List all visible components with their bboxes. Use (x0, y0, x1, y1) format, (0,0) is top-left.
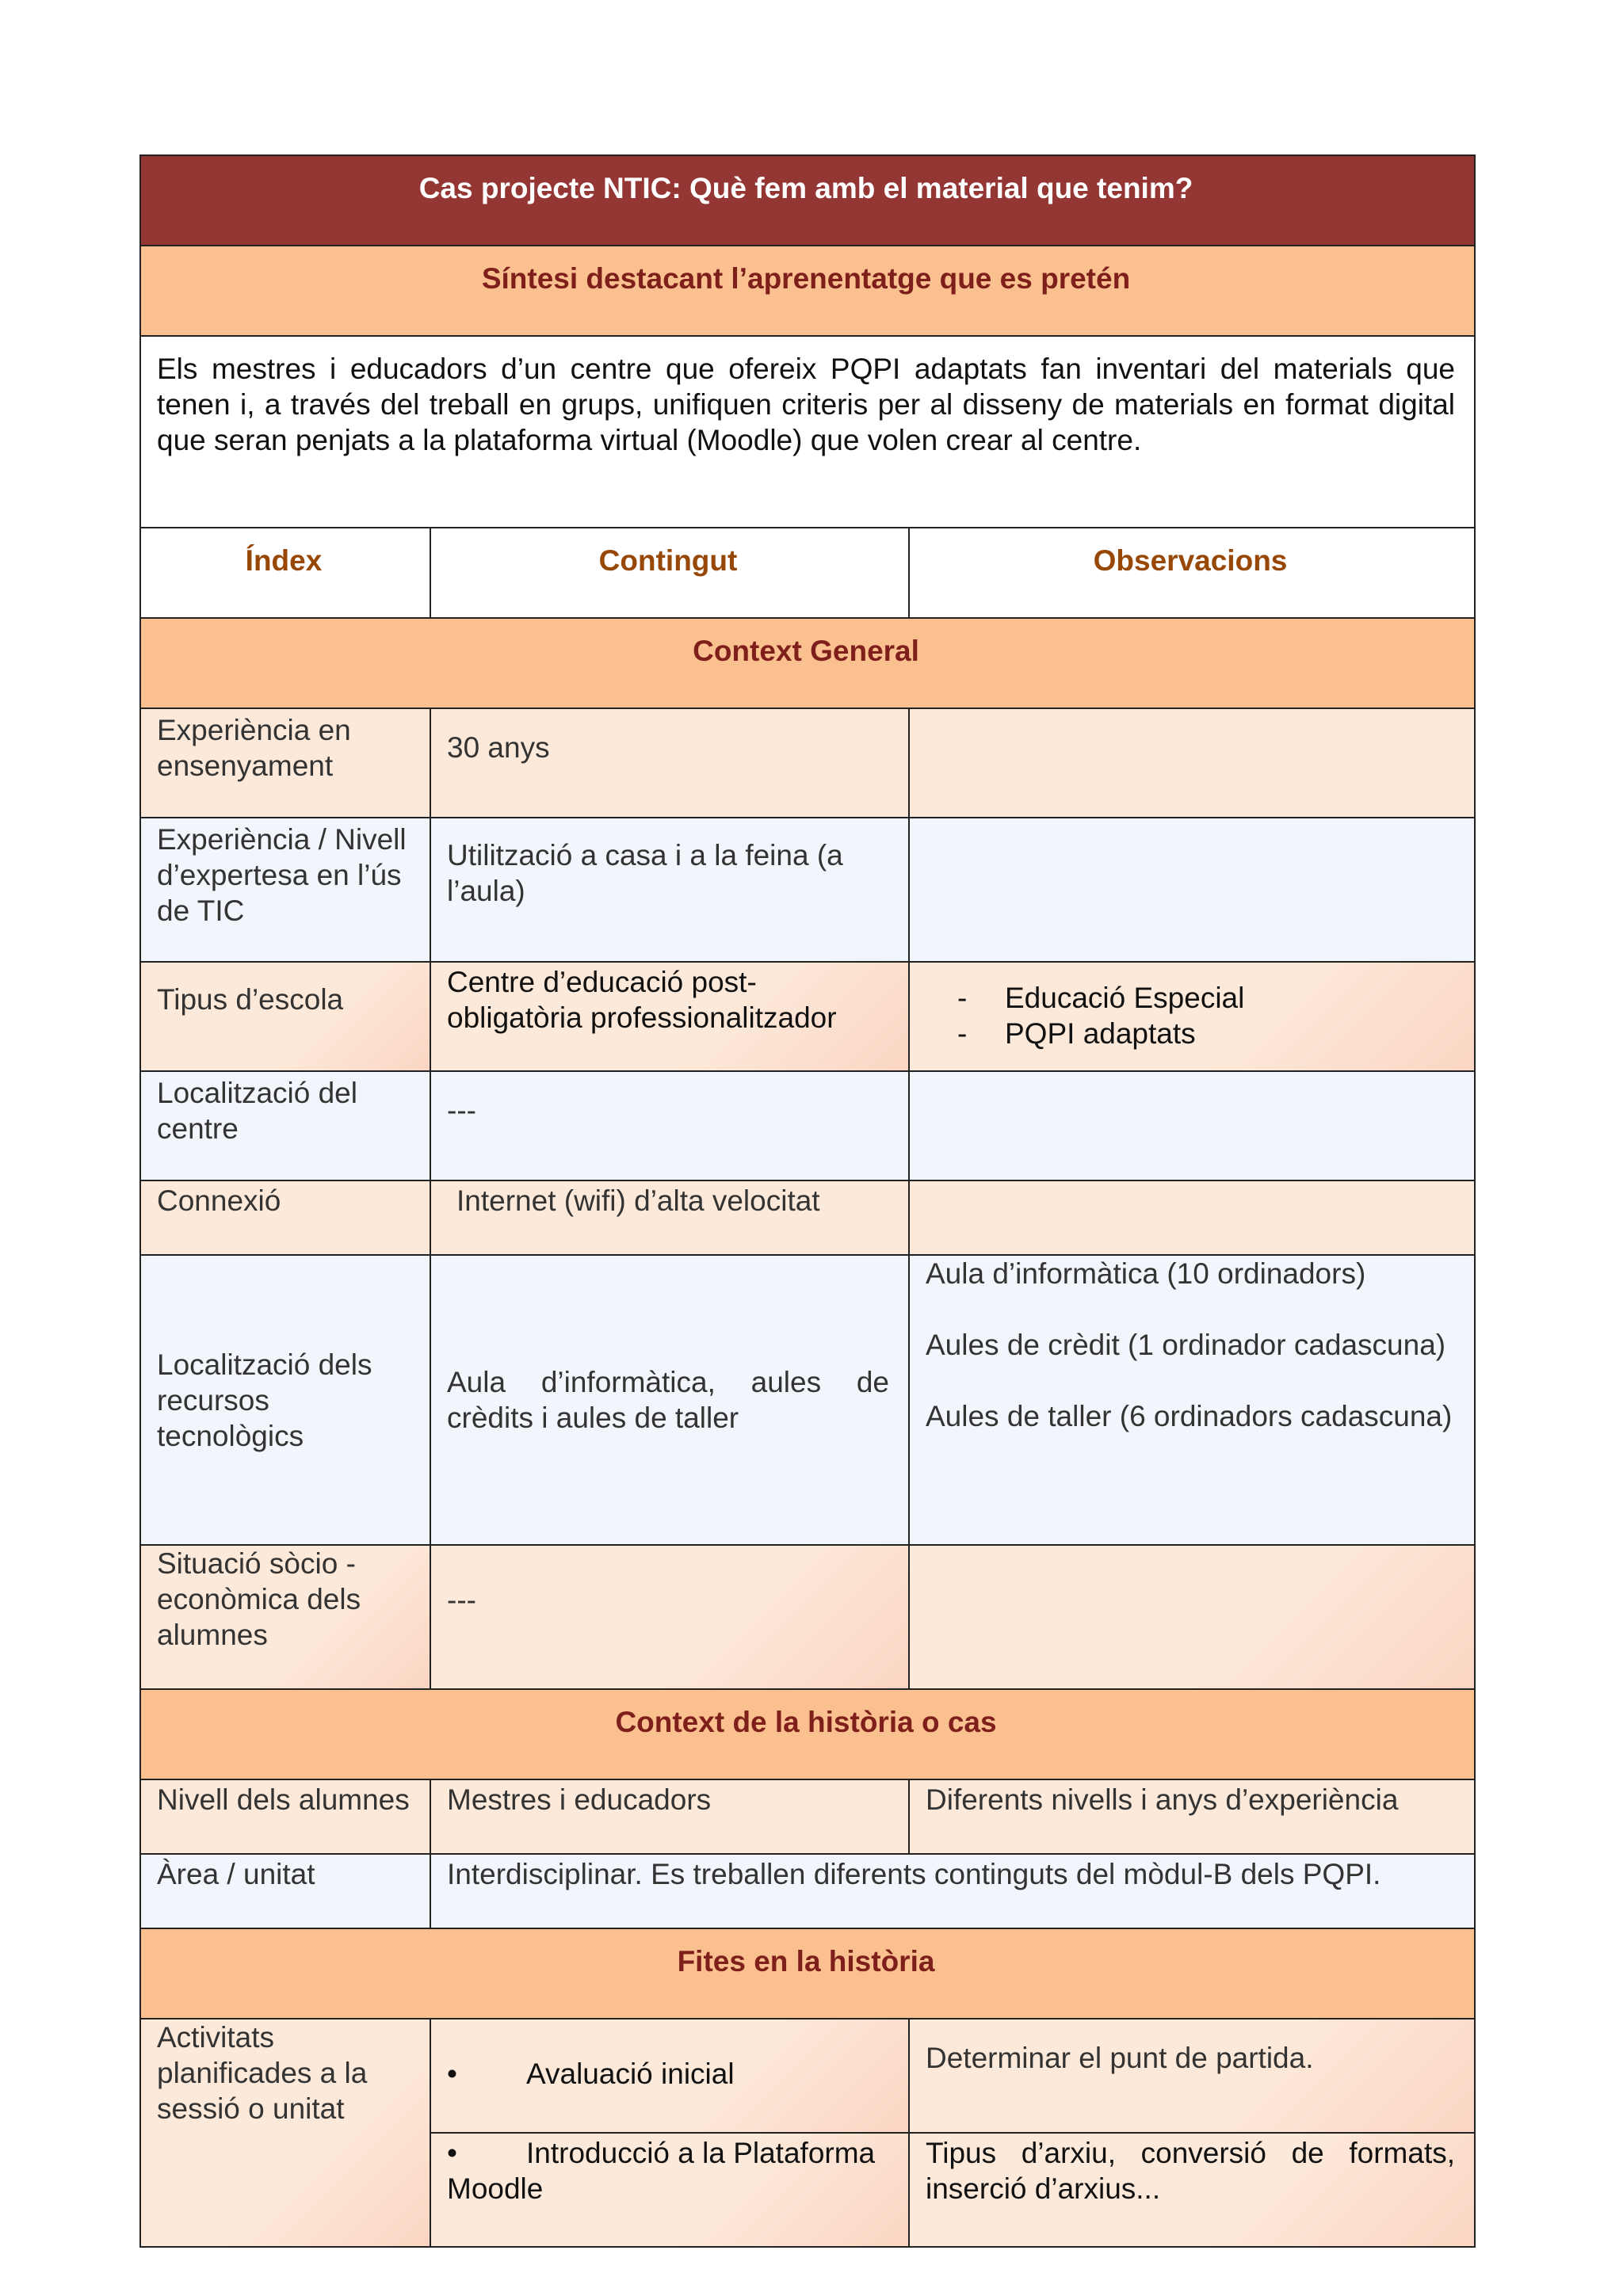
row-label: Localització dels recursos tecnològics (140, 1255, 430, 1545)
row-label: Nivell dels alumnes (140, 1779, 430, 1854)
row-value: Utilització a casa i a la feina (a l’aula) (430, 818, 909, 962)
row-observation (909, 1071, 1475, 1180)
row-label: Experiència / Nivell d’expertesa en l’ús de TIC (140, 818, 430, 962)
document-title: Cas projecte NTIC: Què fem amb el material que tenim? (140, 155, 1475, 246)
row-label: Connexió (140, 1180, 430, 1255)
synthesis-row (140, 336, 1475, 528)
observation-list (926, 980, 1455, 1051)
section-heading-milestones: Fites en la història (140, 1928, 1475, 2019)
case-table (139, 154, 1476, 2248)
section-general-row (140, 618, 1475, 708)
row-label: Localització del centre (140, 1071, 430, 1180)
activity-text: Avaluació inicial (526, 2058, 735, 2090)
synthesis-heading: Síntesi destacant l’aprenentatge que es pretén (140, 246, 1475, 336)
synthesis-text: Els mestres i educadors d’un centre que ofereix PQPI adaptats fan inventari del materials que tenen i, a través del treball en grups, unifiquen criteris per al disseny de materials en format digital que seran penjats a la plataforma virtual (Moodle) que volen crear al centre. (140, 336, 1475, 528)
row-observation: Determinar el punt de partida. (909, 2019, 1475, 2133)
section-heading-case: Context de la història o cas (140, 1689, 1475, 1779)
row-value: Mestres i educadors (430, 1779, 909, 1854)
row-label: Experiència en ensenyament (140, 708, 430, 818)
row-observation (909, 1545, 1475, 1689)
row-label: Activitats planificades a la sessió o unitat (140, 2019, 430, 2247)
row-value (430, 2019, 909, 2133)
row-observation (909, 818, 1475, 962)
activity-text: Introducció a la Plataforma Moodle (447, 2137, 876, 2205)
table-row (140, 1255, 1475, 1545)
row-label: Tipus d’escola (140, 962, 430, 1071)
row-observation (909, 708, 1475, 818)
row-value: Centre d’educació post-obligatòria professionalitzador (430, 962, 909, 1071)
observation-line: Aules de taller (6 ordinadors cadascuna) (926, 1400, 1453, 1432)
row-value: Internet (wifi) d’alta velocitat (430, 1180, 909, 1255)
row-value: --- (430, 1545, 909, 1689)
table-row (140, 1071, 1475, 1180)
row-value: Aula d’informàtica, aules de crèdits i aules de taller (430, 1255, 909, 1545)
section-heading-general: Context General (140, 618, 1475, 708)
table-row (140, 1854, 1475, 1928)
row-value: 30 anys (430, 708, 909, 818)
section-case-row (140, 1689, 1475, 1779)
row-observation (909, 962, 1475, 1071)
title-row (140, 155, 1475, 246)
list-item: - Educació Especial (957, 980, 1455, 1016)
column-header-observations: Observacions (909, 528, 1475, 618)
observation-line: Aula d’informàtica (10 ordinadors) (926, 1257, 1366, 1290)
row-observation: Diferents nivells i anys d’experiència (909, 1779, 1475, 1854)
row-label: Àrea / unitat (140, 1854, 430, 1928)
row-value (430, 2133, 909, 2247)
bullet-icon: • (447, 2137, 457, 2169)
table-row (140, 1779, 1475, 1854)
bullet-icon: • (447, 2058, 457, 2090)
row-observation: Tipus d’arxiu, conversió de formats, inserció d’arxius... (909, 2133, 1475, 2247)
row-value: --- (430, 1071, 909, 1180)
column-header-row (140, 528, 1475, 618)
synthesis-heading-row (140, 246, 1475, 336)
table-row (140, 2019, 1475, 2133)
table-row (140, 962, 1475, 1071)
list-item: - PQPI adaptats (957, 1016, 1455, 1051)
row-label: Situació sòcio - econòmica dels alumnes (140, 1545, 430, 1689)
column-header-index: Índex (140, 528, 430, 618)
row-observation (909, 1180, 1475, 1255)
row-observation (909, 1255, 1475, 1545)
table-row (140, 1180, 1475, 1255)
observation-line: Aules de crèdit (1 ordinador cadascuna) (926, 1329, 1446, 1361)
table-row (140, 708, 1475, 818)
section-milestones-row (140, 1928, 1475, 2019)
table-row (140, 1545, 1475, 1689)
table-row (140, 818, 1475, 962)
column-header-content: Contingut (430, 528, 909, 618)
row-value: Interdisciplinar. Es treballen diferents continguts del mòdul-B dels PQPI. (430, 1854, 1475, 1928)
